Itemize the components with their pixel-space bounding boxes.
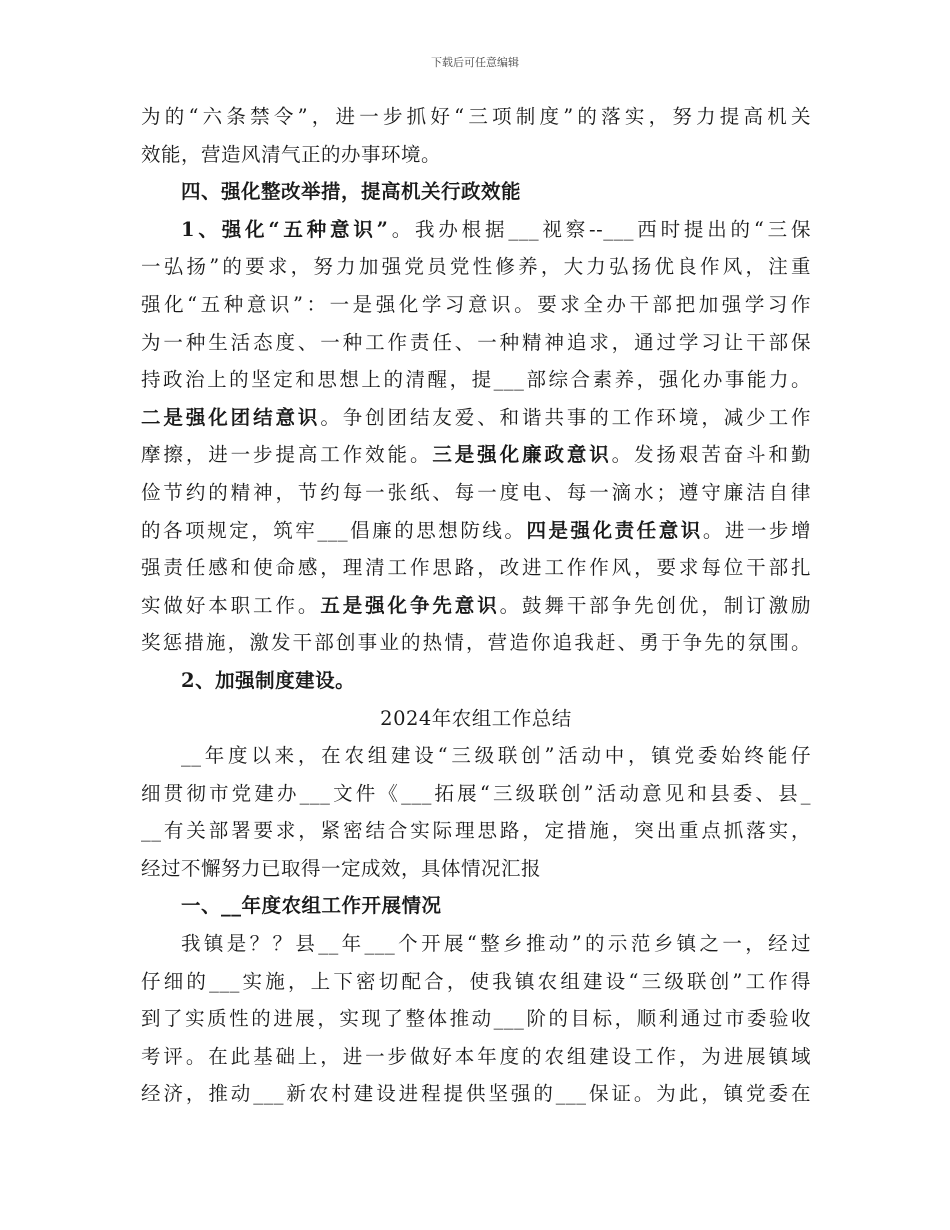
page-header: 下载后可任意编辑 (431, 56, 519, 69)
text-line: 强责任感和使命感，理清工作思路，改进工作作风，要求每位干部扎 (141, 556, 811, 580)
text-line: 摩擦，进一步提高工作效能。三是强化廉政意识。发扬艰苦奋斗和勤 (141, 443, 811, 467)
section-heading: 2、加强制度建设。 (181, 668, 356, 692)
text-line: 经济，推动___新农村建设进程提供坚强的___保证。为此，镇党委在 (141, 1082, 811, 1106)
document-title: 2024年农组工作总结 (380, 706, 572, 730)
section-heading: 一、__年度农组工作开展情况 (181, 894, 442, 918)
text-line: 经过不懈努力已取得一定成效，具体情况汇报 (141, 856, 542, 880)
text-line: __年度以来，在农组建设“三级联创”活动中，镇党委始终能仔 (181, 744, 811, 768)
text-line: 为一种生活态度、一种工作责任、一种精神追求，通过学习让干部保 (141, 330, 811, 354)
text-line: 俭节约的精神，节约每一张纸、每一度电、每一滴水；遵守廉洁自律 (141, 480, 811, 504)
document-body (141, 98, 811, 1113)
text-line: 一弘扬”的要求，努力加强党员党性修养，大力弘扬优良作风，注重 (141, 255, 811, 279)
text-line: 实做好本职工作。五是强化争先意识。鼓舞干部争先创优，制订激励 (141, 593, 811, 617)
section-heading: 四、强化整改举措，提高机关行政效能 (181, 180, 522, 204)
text-line: 1、强化“五种意识”。我办根据___视察--___西时提出的“三保 (181, 217, 811, 241)
text-line: 仔细的___实施，上下密切配合，使我镇农组建设“三级联创”工作得 (141, 969, 811, 993)
text-line: 细贯彻市党建办___文件《___拓展“三级联创”活动意见和县委、县_ (141, 781, 811, 805)
text-line: 持政治上的坚定和思想上的清醒，提___部综合素养，强化办事能力。 (141, 368, 811, 392)
text-line: 奖惩措施，激发干部创事业的热情，营造你追我赶、勇于争先的氛围。 (141, 631, 811, 655)
text-line: 为的“六条禁令”，进一步抓好“三项制度”的落实，努力提高机关 (141, 105, 811, 128)
text-line: 二是强化团结意识。争创团结友爱、和谐共事的工作环境，减少工作 (141, 405, 811, 429)
text-line: 效能，营造风清气正的办事环境。 (141, 142, 442, 166)
text-line: 考评。在此基础上，进一步做好本年度的农组建设工作，为进展镇域 (141, 1044, 811, 1068)
text-line: 的各项规定，筑牢___倡廉的思想防线。四是强化责任意识。进一步增 (141, 518, 811, 542)
text-line: 我镇是？？县__年___个开展“整乡推动”的示范乡镇之一，经过 (181, 932, 811, 956)
text-line: __有关部署要求，紧密结合实际理思路，定措施，突出重点抓落实， (141, 819, 811, 843)
text-line: 到了实质性的进展，实现了整体推动___阶的目标，顺利通过市委验收 (141, 1007, 811, 1031)
text-line: 强化“五种意识”：一是强化学习意识。要求全办干部把加强学习作 (141, 292, 811, 316)
